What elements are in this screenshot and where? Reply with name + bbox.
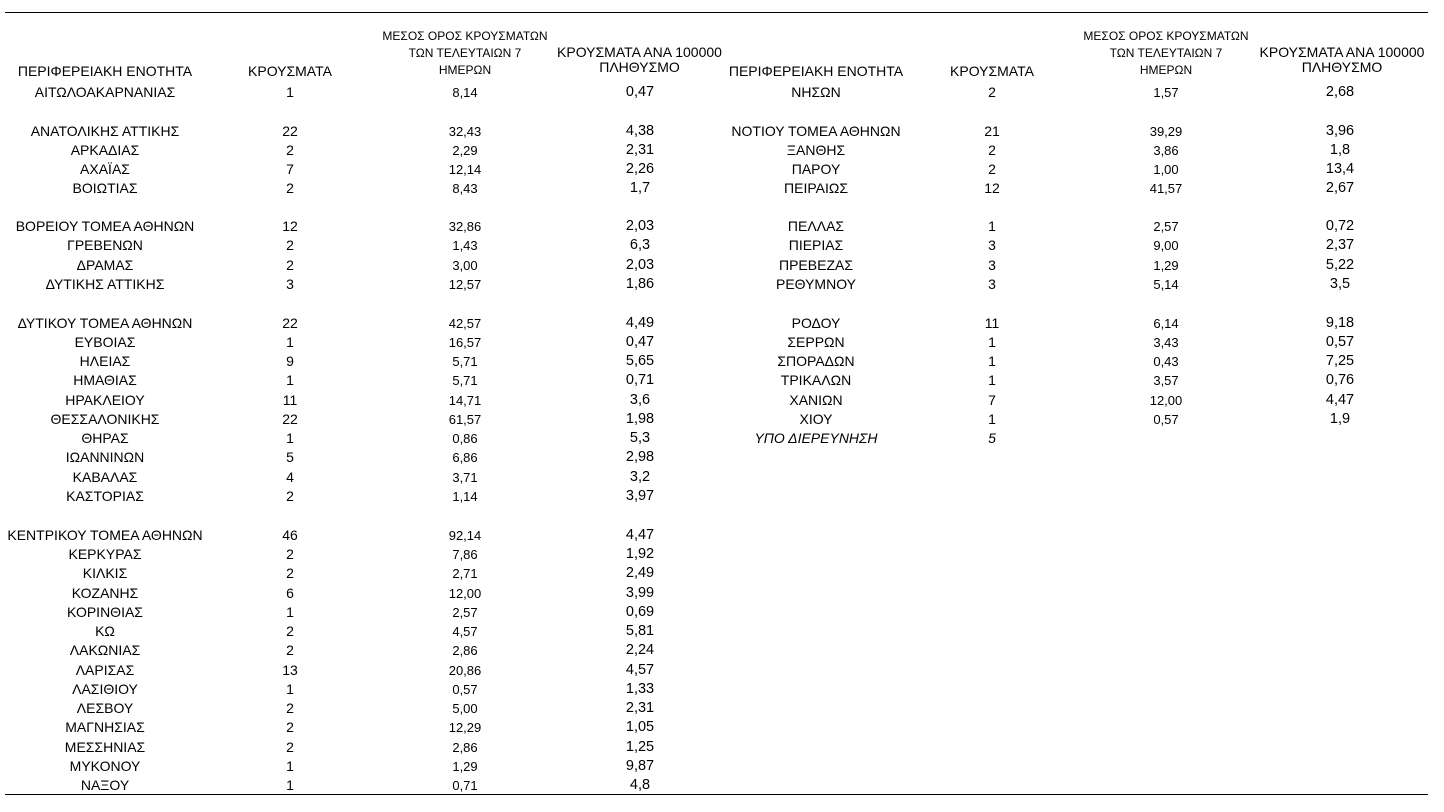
cell-name: ΑΙΤΩΛΟΑΚΑΡΝΑΝΙΑΣ [34, 84, 176, 100]
cell-name: ΔΡΑΜΑΣ [76, 257, 134, 273]
cell-avg-7d: 12,00 [1149, 393, 1183, 408]
cell-avg-7d: 8,14 [452, 85, 478, 100]
cell-per-100k: 0,57 [1325, 334, 1355, 350]
cell-avg-7d: 5,71 [452, 354, 478, 369]
cell-cases: 46 [282, 527, 298, 543]
cell-cases: 1 [286, 777, 294, 793]
cell-name: ΑΧΑΪΑΣ [80, 161, 130, 177]
cell-name: ΕΥΒΟΙΑΣ [74, 334, 136, 350]
cell-name: ΥΠΟ ΔΙΕΡΕΥΝΗΣΗ [754, 430, 878, 446]
cell-avg-7d: 1,14 [452, 489, 478, 504]
top-border-line [5, 12, 1428, 13]
cell-avg-7d: 0,71 [452, 778, 478, 793]
cell-per-100k: 2,98 [625, 449, 655, 465]
cell-name: ΔΥΤΙΚΗΣ ΑΤΤΙΚΗΣ [45, 276, 165, 292]
cell-name: ΛΑΚΩΝΙΑΣ [69, 642, 141, 658]
cell-cases: 2 [286, 237, 294, 253]
cell-name: ΛΕΣΒΟΥ [76, 700, 134, 716]
cell-cases: 2 [286, 142, 294, 158]
cell-per-100k: 1,92 [625, 546, 655, 562]
cell-cases: 1 [286, 604, 294, 620]
cell-name: ΑΡΚΑΔΙΑΣ [70, 142, 140, 158]
cell-per-100k: 0,71 [625, 372, 655, 388]
cell-per-100k: 1,7 [629, 180, 651, 196]
cell-name: ΚΟΖΑΝΗΣ [71, 585, 139, 601]
cell-name: ΠΙΕΡΙΑΣ [788, 237, 844, 253]
header-per100k-right [1247, 45, 1437, 75]
cell-avg-7d: 2,57 [452, 605, 478, 620]
header-avg7-line2: ΤΩΝ ΤΕΛΕΥΤΑΙΩΝ 7 [408, 46, 522, 60]
header-avg7-right [1066, 28, 1266, 79]
cell-avg-7d: 1,43 [452, 238, 478, 253]
cell-cases: 2 [988, 142, 996, 158]
cell-avg-7d: 5,00 [452, 701, 478, 716]
cell-avg-7d: 2,86 [452, 643, 478, 658]
cell-avg-7d: 0,43 [1153, 354, 1179, 369]
cell-name: ΚΕΝΤΡΙΚΟΥ ΤΟΜΕΑ ΑΘΗΝΩΝ [7, 527, 203, 543]
cell-avg-7d: 2,29 [452, 143, 478, 158]
cell-cases: 2 [286, 180, 294, 196]
cell-per-100k: 2,24 [625, 642, 655, 658]
cell-name: ΠΑΡΟΥ [791, 161, 841, 177]
cell-avg-7d: 32,86 [448, 219, 482, 234]
bottom-border-line [5, 794, 1428, 795]
cell-avg-7d: 4,57 [452, 624, 478, 639]
cell-per-100k: 1,8 [1329, 142, 1351, 158]
cell-per-100k: 2,26 [625, 161, 655, 177]
cell-per-100k: 3,99 [625, 585, 655, 601]
header-cases-left: ΚΡΟΥΣΜΑΤΑ [248, 63, 332, 79]
header-avg7-line3: ΗΜΕΡΩΝ [438, 63, 492, 77]
cell-avg-7d: 0,57 [1153, 412, 1179, 427]
cell-cases: 11 [282, 392, 298, 408]
cell-cases: 2 [286, 719, 294, 735]
cell-name: ΑΝΑΤΟΛΙΚΗΣ ΑΤΤΙΚΗΣ [30, 123, 180, 139]
header-avg7-left [365, 28, 565, 79]
cell-name: ΓΡΕΒΕΝΩΝ [67, 237, 143, 253]
cell-avg-7d: 12,14 [448, 162, 482, 177]
cell-per-100k: 1,9 [1329, 411, 1351, 427]
cell-avg-7d: 61,57 [448, 412, 482, 427]
cell-cases: 1 [286, 430, 294, 446]
cell-avg-7d: 6,14 [1153, 316, 1179, 331]
cell-per-100k: 2,03 [625, 218, 655, 234]
header-per100k-left [547, 45, 732, 75]
cell-name: ΚΙΛΚΙΣ [82, 565, 128, 581]
cell-cases: 6 [286, 585, 294, 601]
cell-cases: 12 [282, 218, 298, 234]
cell-avg-7d: 3,71 [452, 470, 478, 485]
cell-name: ΔΥΤΙΚΟΥ ΤΟΜΕΑ ΑΘΗΝΩΝ [17, 315, 193, 331]
header-per100k-line1: ΚΡΟΥΣΜΑΤΑ ΑΝΑ 100000 [1259, 44, 1425, 60]
cell-name: ΘΗΡΑΣ [81, 430, 129, 446]
header-avg7-line2: ΤΩΝ ΤΕΛΕΥΤΑΙΩΝ 7 [1109, 46, 1223, 60]
cell-name: ΧΑΝΙΩΝ [789, 392, 843, 408]
cell-cases: 22 [282, 411, 298, 427]
cell-name: ΙΩΑΝΝΙΝΩΝ [65, 449, 145, 465]
cell-per-100k: 2,49 [625, 565, 655, 581]
cell-per-100k: 1,33 [625, 681, 655, 697]
cell-cases: 5 [988, 430, 996, 446]
cell-name: ΝΟΤΙΟΥ ΤΟΜΕΑ ΑΘΗΝΩΝ [731, 123, 901, 139]
cell-name: ΞΑΝΘΗΣ [786, 142, 846, 158]
cell-name: ΚΑΒΑΛΑΣ [72, 469, 138, 485]
cell-name: ΣΠΟΡΑΔΩΝ [777, 353, 855, 369]
cell-avg-7d: 0,86 [452, 431, 478, 446]
header-region-right: ΠΕΡΙΦΕΡΕΙΑΚΗ ΕΝΟΤΗΤΑ [728, 63, 904, 79]
cell-avg-7d: 32,43 [448, 124, 482, 139]
cell-per-100k: 7,25 [1325, 353, 1355, 369]
cell-avg-7d: 12,00 [448, 586, 482, 601]
cell-name: ΚΕΡΚΥΡΑΣ [68, 546, 142, 562]
cell-cases: 1 [988, 372, 996, 388]
header-per100k-line2: ΠΛΗΘΥΣΜΟ [599, 59, 680, 75]
cell-avg-7d: 2,57 [1153, 219, 1179, 234]
cell-per-100k: 0,47 [625, 84, 655, 100]
cell-avg-7d: 1,00 [1153, 162, 1179, 177]
cell-per-100k: 6,3 [629, 237, 651, 253]
cell-per-100k: 2,03 [625, 257, 655, 273]
cell-avg-7d: 12,57 [448, 277, 482, 292]
cell-name: ΗΜΑΘΙΑΣ [73, 372, 137, 388]
cell-name: ΡΕΘΥΜΝΟΥ [775, 276, 856, 292]
cell-avg-7d: 42,57 [448, 316, 482, 331]
cell-per-100k: 1,05 [625, 719, 655, 735]
cell-per-100k: 5,3 [629, 430, 651, 446]
cell-name: ΛΑΣΙΘΙΟΥ [72, 681, 138, 697]
cell-per-100k: 1,86 [625, 276, 655, 292]
cell-name: ΜΥΚΟΝΟΥ [69, 758, 141, 774]
cell-cases: 7 [286, 161, 294, 177]
cell-per-100k: 3,2 [629, 469, 651, 485]
cell-name: ΠΕΙΡΑΙΩΣ [784, 180, 848, 196]
cell-cases: 1 [988, 411, 996, 427]
cell-per-100k: 4,8 [629, 777, 651, 793]
cell-avg-7d: 6,86 [452, 450, 478, 465]
cell-avg-7d: 5,14 [1153, 277, 1179, 292]
cell-avg-7d: 1,29 [452, 759, 478, 774]
cell-avg-7d: 92,14 [448, 528, 482, 543]
cell-cases: 13 [282, 662, 298, 678]
cell-avg-7d: 3,43 [1153, 335, 1179, 350]
cell-cases: 2 [286, 642, 294, 658]
cell-name: ΝΑΞΟΥ [80, 777, 130, 793]
cell-per-100k: 2,37 [1325, 237, 1355, 253]
cell-cases: 1 [988, 334, 996, 350]
cell-cases: 3 [988, 276, 996, 292]
cell-name: ΗΛΕΙΑΣ [79, 353, 131, 369]
cell-per-100k: 3,5 [1329, 276, 1351, 292]
cell-cases: 2 [988, 161, 996, 177]
cell-per-100k: 5,22 [1325, 257, 1355, 273]
cell-cases: 2 [988, 84, 996, 100]
cell-per-100k: 9,18 [1325, 315, 1355, 331]
cell-avg-7d: 2,71 [452, 566, 478, 581]
cell-per-100k: 1,98 [625, 411, 655, 427]
cell-name: ΡΟΔΟΥ [791, 315, 841, 331]
cell-avg-7d: 3,00 [452, 258, 478, 273]
cell-per-100k: 13,4 [1325, 161, 1355, 177]
cell-cases: 9 [286, 353, 294, 369]
cell-per-100k: 0,47 [625, 334, 655, 350]
cell-name: ΜΕΣΣΗΝΙΑΣ [64, 739, 146, 755]
cell-name: ΠΡΕΒΕΖΑΣ [778, 257, 853, 273]
header-avg7-line1: ΜΕΣΟΣ ΟΡΟΣ ΚΡΟΥΣΜΑΤΩΝ [1083, 29, 1249, 43]
cell-avg-7d: 1,29 [1153, 258, 1179, 273]
cell-cases: 4 [286, 469, 294, 485]
cell-avg-7d: 0,57 [452, 682, 478, 697]
cell-avg-7d: 3,57 [1153, 373, 1179, 388]
cell-avg-7d: 5,71 [452, 373, 478, 388]
cell-per-100k: 1,25 [625, 739, 655, 755]
cell-cases: 7 [988, 392, 996, 408]
cell-cases: 1 [988, 218, 996, 234]
cell-per-100k: 0,76 [1325, 372, 1355, 388]
cell-per-100k: 4,38 [625, 123, 655, 139]
cell-cases: 1 [286, 681, 294, 697]
cell-per-100k: 4,47 [1325, 392, 1355, 408]
cell-per-100k: 4,57 [625, 662, 655, 678]
cell-per-100k: 4,47 [625, 527, 655, 543]
cell-cases: 2 [286, 546, 294, 562]
cell-avg-7d: 16,57 [448, 335, 482, 350]
cell-per-100k: 4,49 [625, 315, 655, 331]
cell-name: ΝΗΣΩΝ [791, 84, 841, 100]
cell-name: ΧΙΟΥ [799, 411, 833, 427]
header-avg7-line1: ΜΕΣΟΣ ΟΡΟΣ ΚΡΟΥΣΜΑΤΩΝ [382, 29, 548, 43]
cell-cases: 2 [286, 700, 294, 716]
header-avg7-line3: ΗΜΕΡΩΝ [1139, 63, 1193, 77]
cell-per-100k: 5,81 [625, 623, 655, 639]
cell-avg-7d: 41,57 [1149, 181, 1183, 196]
header-region-left: ΠΕΡΙΦΕΡΕΙΑΚΗ ΕΝΟΤΗΤΑ [17, 63, 193, 79]
cell-name: ΚΩ [95, 623, 115, 639]
cell-cases: 22 [282, 315, 298, 331]
cell-per-100k [1290, 429, 1390, 448]
header-cases-right: ΚΡΟΥΣΜΑΤΑ [950, 63, 1034, 79]
cell-avg-7d: 39,29 [1149, 124, 1183, 139]
cell-avg-7d: 9,00 [1153, 238, 1179, 253]
cell-cases: 2 [286, 488, 294, 504]
cell-name: ΒΟΡΕΙΟΥ ΤΟΜΕΑ ΑΘΗΝΩΝ [15, 218, 195, 234]
cell-cases: 1 [286, 334, 294, 350]
cell-cases: 2 [286, 565, 294, 581]
cell-cases: 2 [286, 739, 294, 755]
cell-avg-7d: 7,86 [452, 547, 478, 562]
cell-cases: 1 [988, 353, 996, 369]
cell-cases: 2 [286, 257, 294, 273]
cell-avg-7d: 14,71 [448, 393, 482, 408]
cell-cases: 21 [984, 123, 1000, 139]
cell-per-100k: 3,6 [629, 392, 651, 408]
cell-name: ΗΡΑΚΛΕΙΟΥ [65, 392, 145, 408]
cell-per-100k: 5,65 [625, 353, 655, 369]
cell-avg-7d: 3,86 [1153, 143, 1179, 158]
cell-avg-7d: 20,86 [448, 663, 482, 678]
cell-cases: 22 [282, 123, 298, 139]
cell-per-100k: 2,68 [1325, 84, 1355, 100]
cell-per-100k: 0,69 [625, 604, 655, 620]
cell-per-100k: 3,97 [625, 488, 655, 504]
cell-name: ΚΑΣΤΟΡΙΑΣ [66, 488, 144, 504]
cell-name: ΘΕΣΣΑΛΟΝΙΚΗΣ [50, 411, 160, 427]
cell-per-100k: 2,31 [625, 142, 655, 158]
cell-avg-7d [1116, 429, 1216, 448]
cell-avg-7d: 8,43 [452, 181, 478, 196]
cell-cases: 1 [286, 758, 294, 774]
cell-per-100k: 2,31 [625, 700, 655, 716]
cell-per-100k: 0,72 [1325, 218, 1355, 234]
header-per100k-line1: ΚΡΟΥΣΜΑΤΑ ΑΝΑ 100000 [557, 44, 722, 60]
cell-cases: 2 [286, 623, 294, 639]
header-per100k-line2: ΠΛΗΘΥΣΜΟ [1301, 59, 1383, 75]
cell-cases: 12 [984, 180, 1000, 196]
cell-avg-7d: 12,29 [448, 720, 482, 735]
cell-name: ΤΡΙΚΑΛΩΝ [780, 372, 852, 388]
cell-cases: 3 [988, 237, 996, 253]
cell-cases: 3 [988, 257, 996, 273]
cell-avg-7d: 2,86 [452, 740, 478, 755]
cell-per-100k: 2,67 [1325, 180, 1355, 196]
cell-avg-7d: 1,57 [1153, 85, 1179, 100]
cell-cases: 3 [286, 276, 294, 292]
cell-cases: 5 [286, 449, 294, 465]
cell-name: ΚΟΡΙΝΘΙΑΣ [67, 604, 143, 620]
cell-name: ΒΟΙΩΤΙΑΣ [72, 180, 138, 196]
cell-cases: 1 [286, 84, 294, 100]
cell-name: ΜΑΓΝΗΣΙΑΣ [65, 719, 145, 735]
cell-per-100k: 9,87 [625, 758, 655, 774]
cell-name: ΛΑΡΙΣΑΣ [75, 662, 135, 678]
cell-name: ΠΕΛΛΑΣ [787, 218, 845, 234]
cell-per-100k: 3,96 [1325, 123, 1355, 139]
cell-name: ΣΕΡΡΩΝ [787, 334, 845, 350]
cell-cases: 11 [984, 315, 1000, 331]
cell-cases: 1 [286, 372, 294, 388]
